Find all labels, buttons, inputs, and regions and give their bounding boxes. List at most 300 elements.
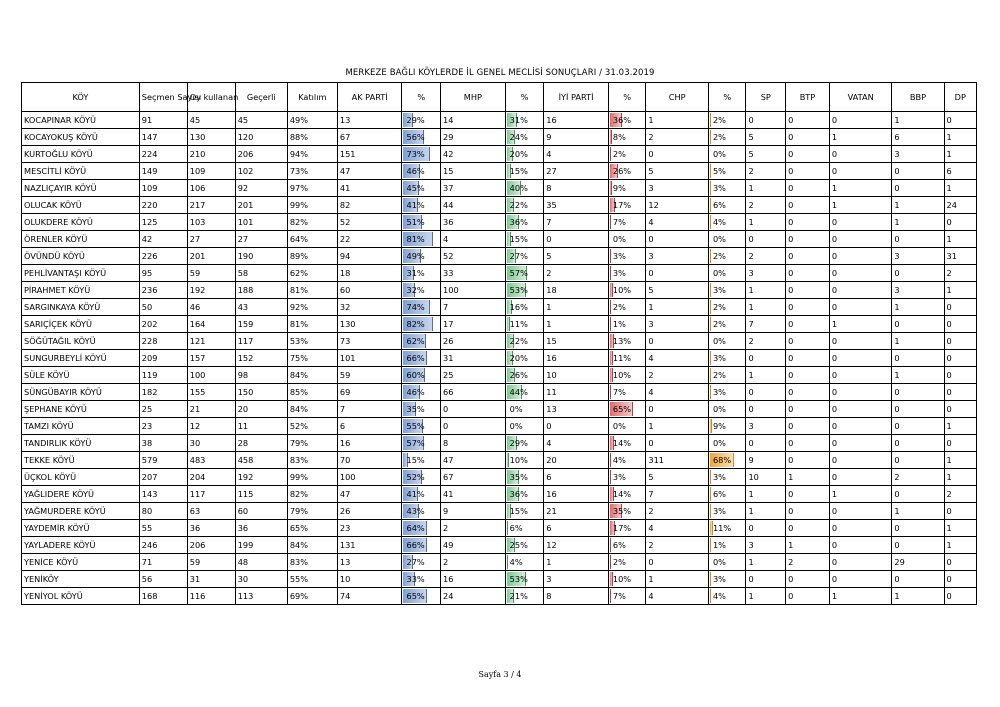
table-cell: 1 [646,418,709,435]
village-name-cell: OLUCAK KÖYÜ [22,197,140,214]
table-cell: 21 [544,503,609,520]
table-cell: 2 [786,554,830,571]
table-cell: 0 [829,401,892,418]
table-cell: 2 [441,520,506,537]
percent-value: 56% [406,132,425,142]
percent-bar-cell [402,503,441,520]
table-cell: 0 [944,299,976,316]
percent-value: 32% [406,285,425,295]
village-name-cell: YENİCE KÖYÜ [22,554,140,571]
village-name-cell: SÜLE KÖYÜ [22,367,140,384]
table-cell: 1 [944,282,976,299]
percent-value: 11% [712,523,732,533]
table-cell: 0 [892,265,944,282]
table-cell: 8 [544,588,609,605]
table-cell: 27 [544,163,609,180]
table-cell: 2 [944,486,976,503]
table-cell: 1 [646,299,709,316]
table-cell: 1 [944,418,976,435]
percent-value: 0% [712,268,726,278]
table-cell: 311 [646,452,709,469]
percent-value: 26% [509,370,528,380]
table-cell: 2 [746,248,786,265]
percent-bar-cell [402,486,441,503]
village-name-cell: PEHLİVANTAŞI KÖYÜ [22,265,140,282]
table-cell: 74 [337,588,402,605]
table-cell: 52% [287,418,337,435]
table-cell: 0 [829,469,892,486]
percent-bar-cell [708,537,746,554]
table-cell: 47 [441,452,506,469]
village-name-cell: YENİKÖY [22,571,140,588]
table-cell: 224 [139,146,187,163]
percent-value: 2% [712,251,726,261]
table-cell: 12 [187,418,235,435]
table-cell: 0 [786,571,830,588]
table-cell: 29 [892,554,944,571]
table-cell: 1 [892,197,944,214]
table-cell: 79% [287,503,337,520]
percent-value: 24% [509,132,528,142]
percent-value: 35% [509,472,528,482]
table-cell: 0 [746,384,786,401]
table-cell: 88% [287,129,337,146]
percent-value: 64% [406,523,425,533]
table-cell: 42 [139,231,187,248]
table-cell: 81% [287,282,337,299]
percent-value: 62% [406,336,425,346]
column-header: VATAN [829,83,892,112]
table-cell: 2 [944,265,976,282]
percent-bar-cell [505,180,544,197]
table-cell: 52 [441,248,506,265]
percent-value: 81% [406,234,425,244]
percent-bar-cell [505,197,544,214]
percent-bar-cell [505,384,544,401]
table-cell: 217 [187,197,235,214]
table-cell: 0 [829,146,892,163]
table-cell: 7 [544,214,609,231]
table-cell: 1 [746,554,786,571]
column-header: % [608,83,646,112]
page-footer: Sayfa 3 / 4 [478,670,522,679]
table-row [22,180,977,197]
percent-bar-cell [608,299,646,316]
table-cell: 37 [441,180,506,197]
village-name-cell: SUNGURBEYLİ KÖYÜ [22,350,140,367]
table-cell: 1 [746,214,786,231]
table-cell: 5 [746,129,786,146]
table-cell: 0 [829,452,892,469]
table-row [22,163,977,180]
percent-bar-cell [608,469,646,486]
percent-bar-cell [708,588,746,605]
column-header: % [402,83,441,112]
table-cell: 28 [235,435,287,452]
percent-bar-cell [402,537,441,554]
table-cell: 50 [139,299,187,316]
table-cell: 120 [235,129,287,146]
table-cell: 246 [139,537,187,554]
table-cell: 48 [235,554,287,571]
percent-value: 2% [712,302,726,312]
table-cell: 8 [544,180,609,197]
percent-bar-cell [708,180,746,197]
table-cell: 3 [646,248,709,265]
percent-bar-cell [505,452,544,469]
table-cell: 0 [829,248,892,265]
table-cell: 6 [544,520,609,537]
percent-value: 2% [612,302,626,312]
percent-bar-cell [402,367,441,384]
percent-bar-cell [608,231,646,248]
table-row [22,333,977,350]
table-cell: 0 [786,129,830,146]
table-row [22,350,977,367]
percent-value: 1% [612,319,626,329]
table-cell: 49% [287,112,337,129]
table-cell: 0 [944,350,976,367]
table-cell: 0 [746,520,786,537]
table-cell: 2 [646,537,709,554]
percent-value: 1% [712,540,726,550]
table-cell: 0 [786,367,830,384]
table-cell: 27 [235,231,287,248]
percent-value: 0% [612,421,626,431]
table-cell: 29 [441,129,506,146]
table-cell: 155 [187,384,235,401]
percent-bar-cell [402,248,441,265]
percent-bar-cell [402,452,441,469]
table-cell: 152 [235,350,287,367]
table-cell: 0 [829,282,892,299]
percent-value: 46% [406,387,425,397]
percent-value: 9% [712,421,726,431]
column-header: DP [944,83,976,112]
table-cell: 15 [441,163,506,180]
table-cell: 1 [646,571,709,588]
table-cell: 0 [786,333,830,350]
table-cell: 0 [786,503,830,520]
table-cell: 1 [746,588,786,605]
percent-bar-cell [708,299,746,316]
table-cell: 182 [139,384,187,401]
table-cell: 30 [187,435,235,452]
table-cell: 0 [829,418,892,435]
village-name-cell: YENİYOL KÖYÜ [22,588,140,605]
table-cell: 59 [337,367,402,384]
table-cell: 0 [829,571,892,588]
table-cell: 0 [786,231,830,248]
table-cell: 0 [944,333,976,350]
table-cell: 103 [187,214,235,231]
percent-bar-cell [608,129,646,146]
table-cell: 3 [544,571,609,588]
table-cell: 0 [441,418,506,435]
table-cell: 10 [544,367,609,384]
percent-value: 16% [509,302,528,312]
table-cell: 0 [829,231,892,248]
table-cell: 0 [829,503,892,520]
table-cell: 35 [544,197,609,214]
percent-bar-cell [402,129,441,146]
table-cell: 8 [441,435,506,452]
table-row [22,248,977,265]
table-cell: 0 [892,418,944,435]
column-header: % [708,83,746,112]
table-cell: 157 [187,350,235,367]
table-cell: 125 [139,214,187,231]
village-name-cell: KOCAPINAR KÖYÜ [22,112,140,129]
percent-bar-cell [608,367,646,384]
percent-value: 21% [509,591,528,601]
table-cell: 1 [829,486,892,503]
percent-value: 10% [612,285,632,295]
percent-bar-cell [402,146,441,163]
village-name-cell: OLUKDERE KÖYÜ [22,214,140,231]
village-name-cell: YAĞLIDERE KÖYÜ [22,486,140,503]
table-cell: 45 [235,112,287,129]
table-cell: 0 [646,231,709,248]
table-cell: 4 [646,384,709,401]
percent-value: 0% [712,438,726,448]
table-cell: 0 [829,554,892,571]
percent-bar-cell [708,129,746,146]
table-cell: 2 [746,163,786,180]
table-cell: 20 [544,452,609,469]
percent-value: 22% [509,200,528,210]
percent-bar-cell [402,571,441,588]
percent-value: 57% [406,438,425,448]
table-cell: 58 [235,265,287,282]
village-name-cell: YAĞMURDERE KÖYÜ [22,503,140,520]
column-header: MHP [441,83,506,112]
table-cell: 95 [139,265,187,282]
column-header: İYİ PARTİ [544,83,609,112]
percent-value: 3% [712,472,726,482]
table-cell: 26 [441,333,506,350]
percent-value: 0% [612,234,626,244]
percent-value: 14% [612,438,632,448]
percent-value: 44% [509,387,528,397]
percent-value: 15% [509,234,528,244]
table-cell: 0 [829,520,892,537]
percent-value: 10% [612,370,632,380]
table-row [22,231,977,248]
percent-bar-cell [402,469,441,486]
percent-value: 0% [712,336,726,346]
results-table [21,82,977,605]
percent-bar-cell [402,350,441,367]
percent-value: 31% [509,115,528,125]
table-cell: 16 [544,350,609,367]
percent-value: 3% [712,183,726,193]
table-cell: 143 [139,486,187,503]
village-name-cell: KURTOĞLU KÖYÜ [22,146,140,163]
table-cell: 1 [829,197,892,214]
table-cell: 199 [235,537,287,554]
percent-value: 49% [406,251,425,261]
table-row [22,367,977,384]
table-cell: 0 [786,265,830,282]
percent-bar-cell [708,214,746,231]
percent-value: 8% [612,132,626,142]
table-cell: 0 [646,146,709,163]
percent-bar-cell [608,197,646,214]
table-cell: 83% [287,452,337,469]
table-cell: 11 [544,384,609,401]
table-row [22,537,977,554]
table-cell: 0 [786,197,830,214]
table-cell: 36 [187,520,235,537]
table-cell: 18 [337,265,402,282]
percent-value: 17% [612,200,632,210]
table-cell: 0 [944,384,976,401]
table-cell: 33 [441,265,506,282]
table-cell: 84% [287,367,337,384]
table-cell: 26 [337,503,402,520]
percent-bar-cell [402,214,441,231]
table-cell: 64% [287,231,337,248]
percent-value: 6% [712,200,726,210]
table-cell: 1 [892,214,944,231]
table-cell: 0 [786,214,830,231]
table-cell: 82 [337,197,402,214]
percent-value: 55% [406,421,425,431]
percent-value: 36% [509,217,528,227]
table-cell: 458 [235,452,287,469]
table-cell: 0 [944,435,976,452]
table-cell: 3 [892,248,944,265]
table-cell: 36 [235,520,287,537]
table-cell: 0 [944,571,976,588]
table-cell: 7 [337,401,402,418]
table-cell: 31 [441,350,506,367]
table-row [22,435,977,452]
table-cell: 5 [544,248,609,265]
table-cell: 147 [139,129,187,146]
percent-value: 3% [712,353,726,363]
table-cell: 149 [139,163,187,180]
table-cell: 69% [287,588,337,605]
percent-bar-cell [708,418,746,435]
table-cell: 0 [746,571,786,588]
table-cell: 1 [829,316,892,333]
percent-value: 35% [406,404,425,414]
percent-value: 3% [712,574,726,584]
table-cell: 47 [337,486,402,503]
table-row [22,469,977,486]
table-cell: 41 [337,180,402,197]
table-cell: 228 [139,333,187,350]
table-cell: 7 [746,316,786,333]
percent-value: 2% [712,132,726,142]
village-name-cell: ÖRENLER KÖYÜ [22,231,140,248]
table-cell: 5 [646,282,709,299]
percent-bar-cell [708,282,746,299]
table-cell: 130 [187,129,235,146]
table-cell: 4 [544,146,609,163]
percent-value: 2% [712,370,726,380]
table-cell: 1 [892,333,944,350]
percent-value: 74% [406,302,425,312]
table-cell: 0 [786,282,830,299]
table-row [22,112,977,129]
column-header: % [505,83,544,112]
percent-value: 20% [509,353,528,363]
table-cell: 0 [786,520,830,537]
table-cell: 71 [139,554,187,571]
table-cell: 202 [139,316,187,333]
table-cell: 7 [441,299,506,316]
table-cell: 52 [337,214,402,231]
percent-value: 25% [509,540,528,550]
percent-bar-cell [708,554,746,571]
table-cell: 7 [646,486,709,503]
percent-value: 29% [509,438,528,448]
percent-value: 0% [712,149,726,159]
table-cell: 0 [786,435,830,452]
table-cell: 4 [441,231,506,248]
percent-value: 2% [612,149,626,159]
percent-value: 66% [406,353,425,363]
table-cell: 106 [187,180,235,197]
percent-bar-cell [708,248,746,265]
table-row [22,554,977,571]
table-cell: 56 [139,571,187,588]
percent-value: 40% [509,183,528,193]
percent-value: 13% [612,336,632,346]
table-row [22,520,977,537]
table-cell: 44 [441,197,506,214]
percent-bar-cell [402,180,441,197]
table-cell: 1 [892,367,944,384]
table-cell: 83% [287,554,337,571]
table-cell: 4 [646,214,709,231]
percent-bar-cell [402,418,441,435]
table-cell: 1 [944,469,976,486]
table-cell: 30 [235,571,287,588]
table-cell: 82% [287,214,337,231]
percent-bar-cell [608,248,646,265]
percent-value: 2% [712,115,726,125]
percent-bar-cell [708,350,746,367]
village-name-cell: ÖVÜNDÜ KÖYÜ [22,248,140,265]
percent-bar-cell [608,571,646,588]
percent-bar-cell [505,282,544,299]
table-cell: 0 [892,537,944,554]
table-cell: 0 [944,112,976,129]
table-cell: 13 [337,112,402,129]
percent-bar-cell [402,401,441,418]
table-cell: 116 [187,588,235,605]
table-cell: 0 [829,537,892,554]
percent-bar-cell [608,588,646,605]
table-row [22,299,977,316]
percent-value: 4% [509,557,523,567]
table-cell: 15 [544,333,609,350]
table-cell: 3 [746,418,786,435]
percent-value: 3% [712,506,726,516]
table-cell: 9 [544,129,609,146]
table-row [22,503,977,520]
table-cell: 0 [786,384,830,401]
percent-bar-cell [608,265,646,282]
percent-bar-cell [608,486,646,503]
table-cell: 190 [235,248,287,265]
table-cell: 82% [287,486,337,503]
percent-bar-cell [608,214,646,231]
